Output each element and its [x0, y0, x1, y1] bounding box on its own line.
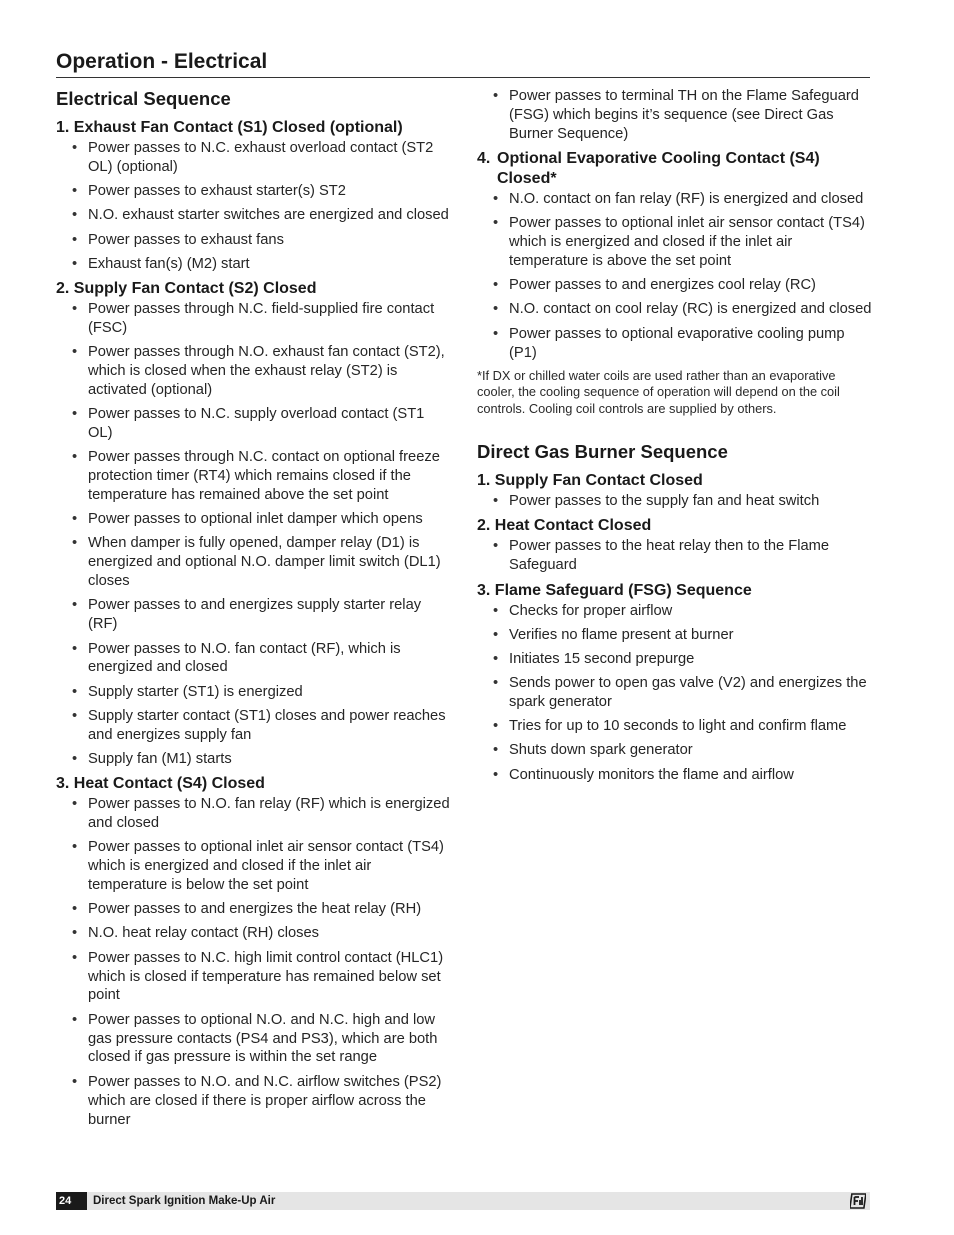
left-column: [56, 86, 452, 1135]
list-item: • Power passes to N.O. and N.C. airflow switches (PS2) which are closed if there is proper airflow across the burner: [88, 1073, 452, 1130]
list-item: • N.O. contact on fan relay (RF) is energized and closed: [509, 190, 873, 209]
list-item: • Sends power to open gas valve (V2) and energizes the spark generator: [509, 674, 873, 712]
bullet-list: [477, 87, 873, 144]
list-item: • Power passes to optional N.O. and N.C. high and low gas pressure contacts (PS4 and PS3), which are both closed if gas pressure is within the set range: [88, 1011, 452, 1068]
list-item: • Power passes to optional evaporative cooling pump (P1): [509, 325, 873, 363]
step-evaporative-cooling: [477, 149, 873, 417]
electrical-sequence-heading: Electrical Sequence: [56, 88, 231, 109]
footer-title: Direct Spark Ignition Make-Up Air: [93, 1195, 276, 1207]
list-item: • N.O. contact on cool relay (RC) is energized and closed: [509, 300, 873, 319]
list-item: • N.O. exhaust starter switches are energized and closed: [88, 206, 452, 225]
step-exhaust-fan: [56, 118, 452, 274]
bullet-list: [56, 139, 452, 274]
direct-gas-burner-heading: Direct Gas Burner Sequence: [477, 441, 728, 463]
list-item: • Exhaust fan(s) (M2) start: [88, 255, 452, 274]
list-item: • Power passes to optional inlet damper which opens: [88, 510, 452, 529]
step-heading: 3. Heat Contact (S4) Closed: [56, 775, 265, 793]
list-item: • Power passes to N.O. fan relay (RF) which is energized and closed: [88, 795, 452, 833]
step-heat-contact: [56, 774, 452, 1129]
list-item: • Supply starter (ST1) is energized: [88, 683, 452, 702]
page-footer: [56, 1192, 870, 1210]
list-item: • Initiates 15 second prepurge: [509, 650, 873, 669]
list-item: • Power passes to optional inlet air sensor contact (TS4) which is energized and closed if the inlet air temperature is above the set point: [509, 214, 873, 271]
burner-step-heat-contact: [477, 516, 873, 575]
cooling-footnote: *If DX or chilled water coils are used rather than an evaporative cooler, the cooling sequence of operation will depend on the coil controls. Cooling coil controls are supplied by others.: [477, 367, 840, 416]
bullet-list: [477, 190, 873, 362]
list-item: • Power passes to N.C. supply overload contact (ST1 OL): [88, 405, 452, 443]
list-item: • Power passes to N.C. high limit control contact (HLC1) which is closed if temperature has remained below set point: [88, 949, 452, 1006]
list-item: • N.O. heat relay contact (RH) closes: [88, 924, 452, 943]
burner-step-flame-safeguard: [477, 581, 873, 785]
step-heading: 1. Exhaust Fan Contact (S1) Closed (optional): [56, 119, 403, 136]
list-item: • Power passes to and energizes cool relay (RC): [509, 276, 873, 295]
page-number: 24: [56, 1192, 87, 1210]
list-item: • Continuously monitors the flame and airflow: [509, 766, 873, 785]
list-item: • Power passes through N.O. exhaust fan contact (ST2), which is closed when the exhaust relay (ST2) is activated (optional): [88, 343, 452, 400]
list-item: • Power passes to N.O. fan contact (RF), which is energized and closed: [88, 640, 452, 678]
step-heading: 2. Supply Fan Contact (S2) Closed: [56, 279, 317, 297]
title-rule: [56, 77, 870, 78]
bullet-list: [56, 795, 452, 1129]
list-item: • Supply starter contact (ST1) closes and power reaches and energizes supply fan: [88, 707, 452, 745]
list-item: • Checks for proper airflow: [509, 602, 873, 621]
bullet-list: [477, 492, 873, 511]
step-supply-fan: [56, 279, 452, 769]
page-title: Operation - Electrical: [56, 50, 268, 73]
step-title: Optional Evaporative Cooling Contact (S4) Closed*: [497, 150, 820, 188]
list-item: • When damper is fully opened, damper relay (D1) is energized and optional N.O. damper limit switch (DL1) closes: [88, 534, 452, 591]
list-item: • Power passes to optional inlet air sensor contact (TS4) which is energized and closed if the inlet air temperature is below the set point: [88, 838, 452, 895]
step-heading: [477, 149, 873, 189]
list-item: • Power passes to exhaust fans: [88, 231, 452, 250]
step-number: 4.: [477, 150, 491, 168]
step-heading: 2. Heat Contact Closed: [477, 517, 652, 535]
list-item: • Power passes to the supply fan and heat switch: [509, 492, 873, 511]
list-item: • Power passes through N.C. field-supplied fire contact (FSC): [88, 300, 452, 338]
list-item: • Power passes through N.C. contact on optional freeze protection timer (RT4) which remains closed if the temperature has remained above the set point: [88, 448, 452, 505]
bullet-list: [56, 300, 452, 769]
burner-step-supply-fan: [477, 471, 873, 511]
list-item: • Supply fan (M1) starts: [88, 750, 452, 769]
list-item: • Tries for up to 10 seconds to light and confirm flame: [509, 717, 873, 736]
list-item: • Verifies no flame present at burner: [509, 626, 873, 645]
step-heading: 1. Supply Fan Contact Closed: [477, 472, 703, 490]
list-item: • Power passes to the heat relay then to the Flame Safeguard: [509, 537, 873, 575]
list-item: • Shuts down spark generator: [509, 741, 873, 760]
bullet-list: [477, 537, 873, 575]
list-item: • Power passes to N.C. exhaust overload contact (ST2 OL) (optional): [88, 139, 452, 177]
list-item: • Power passes to and energizes supply starter relay (RF): [88, 596, 452, 634]
brand-logo-icon: [850, 1193, 866, 1209]
step-heading: 3. Flame Safeguard (FSG) Sequence: [477, 581, 752, 599]
list-item: • Power passes to exhaust starter(s) ST2: [88, 182, 452, 201]
list-item: • Power passes to terminal TH on the Flame Safeguard (FSG) which begins it’s sequence (see Direct Gas Burner Sequence): [509, 87, 873, 144]
bullet-list: [477, 602, 873, 785]
right-column: [477, 86, 873, 790]
list-item: • Power passes to and energizes the heat relay (RH): [88, 900, 452, 919]
